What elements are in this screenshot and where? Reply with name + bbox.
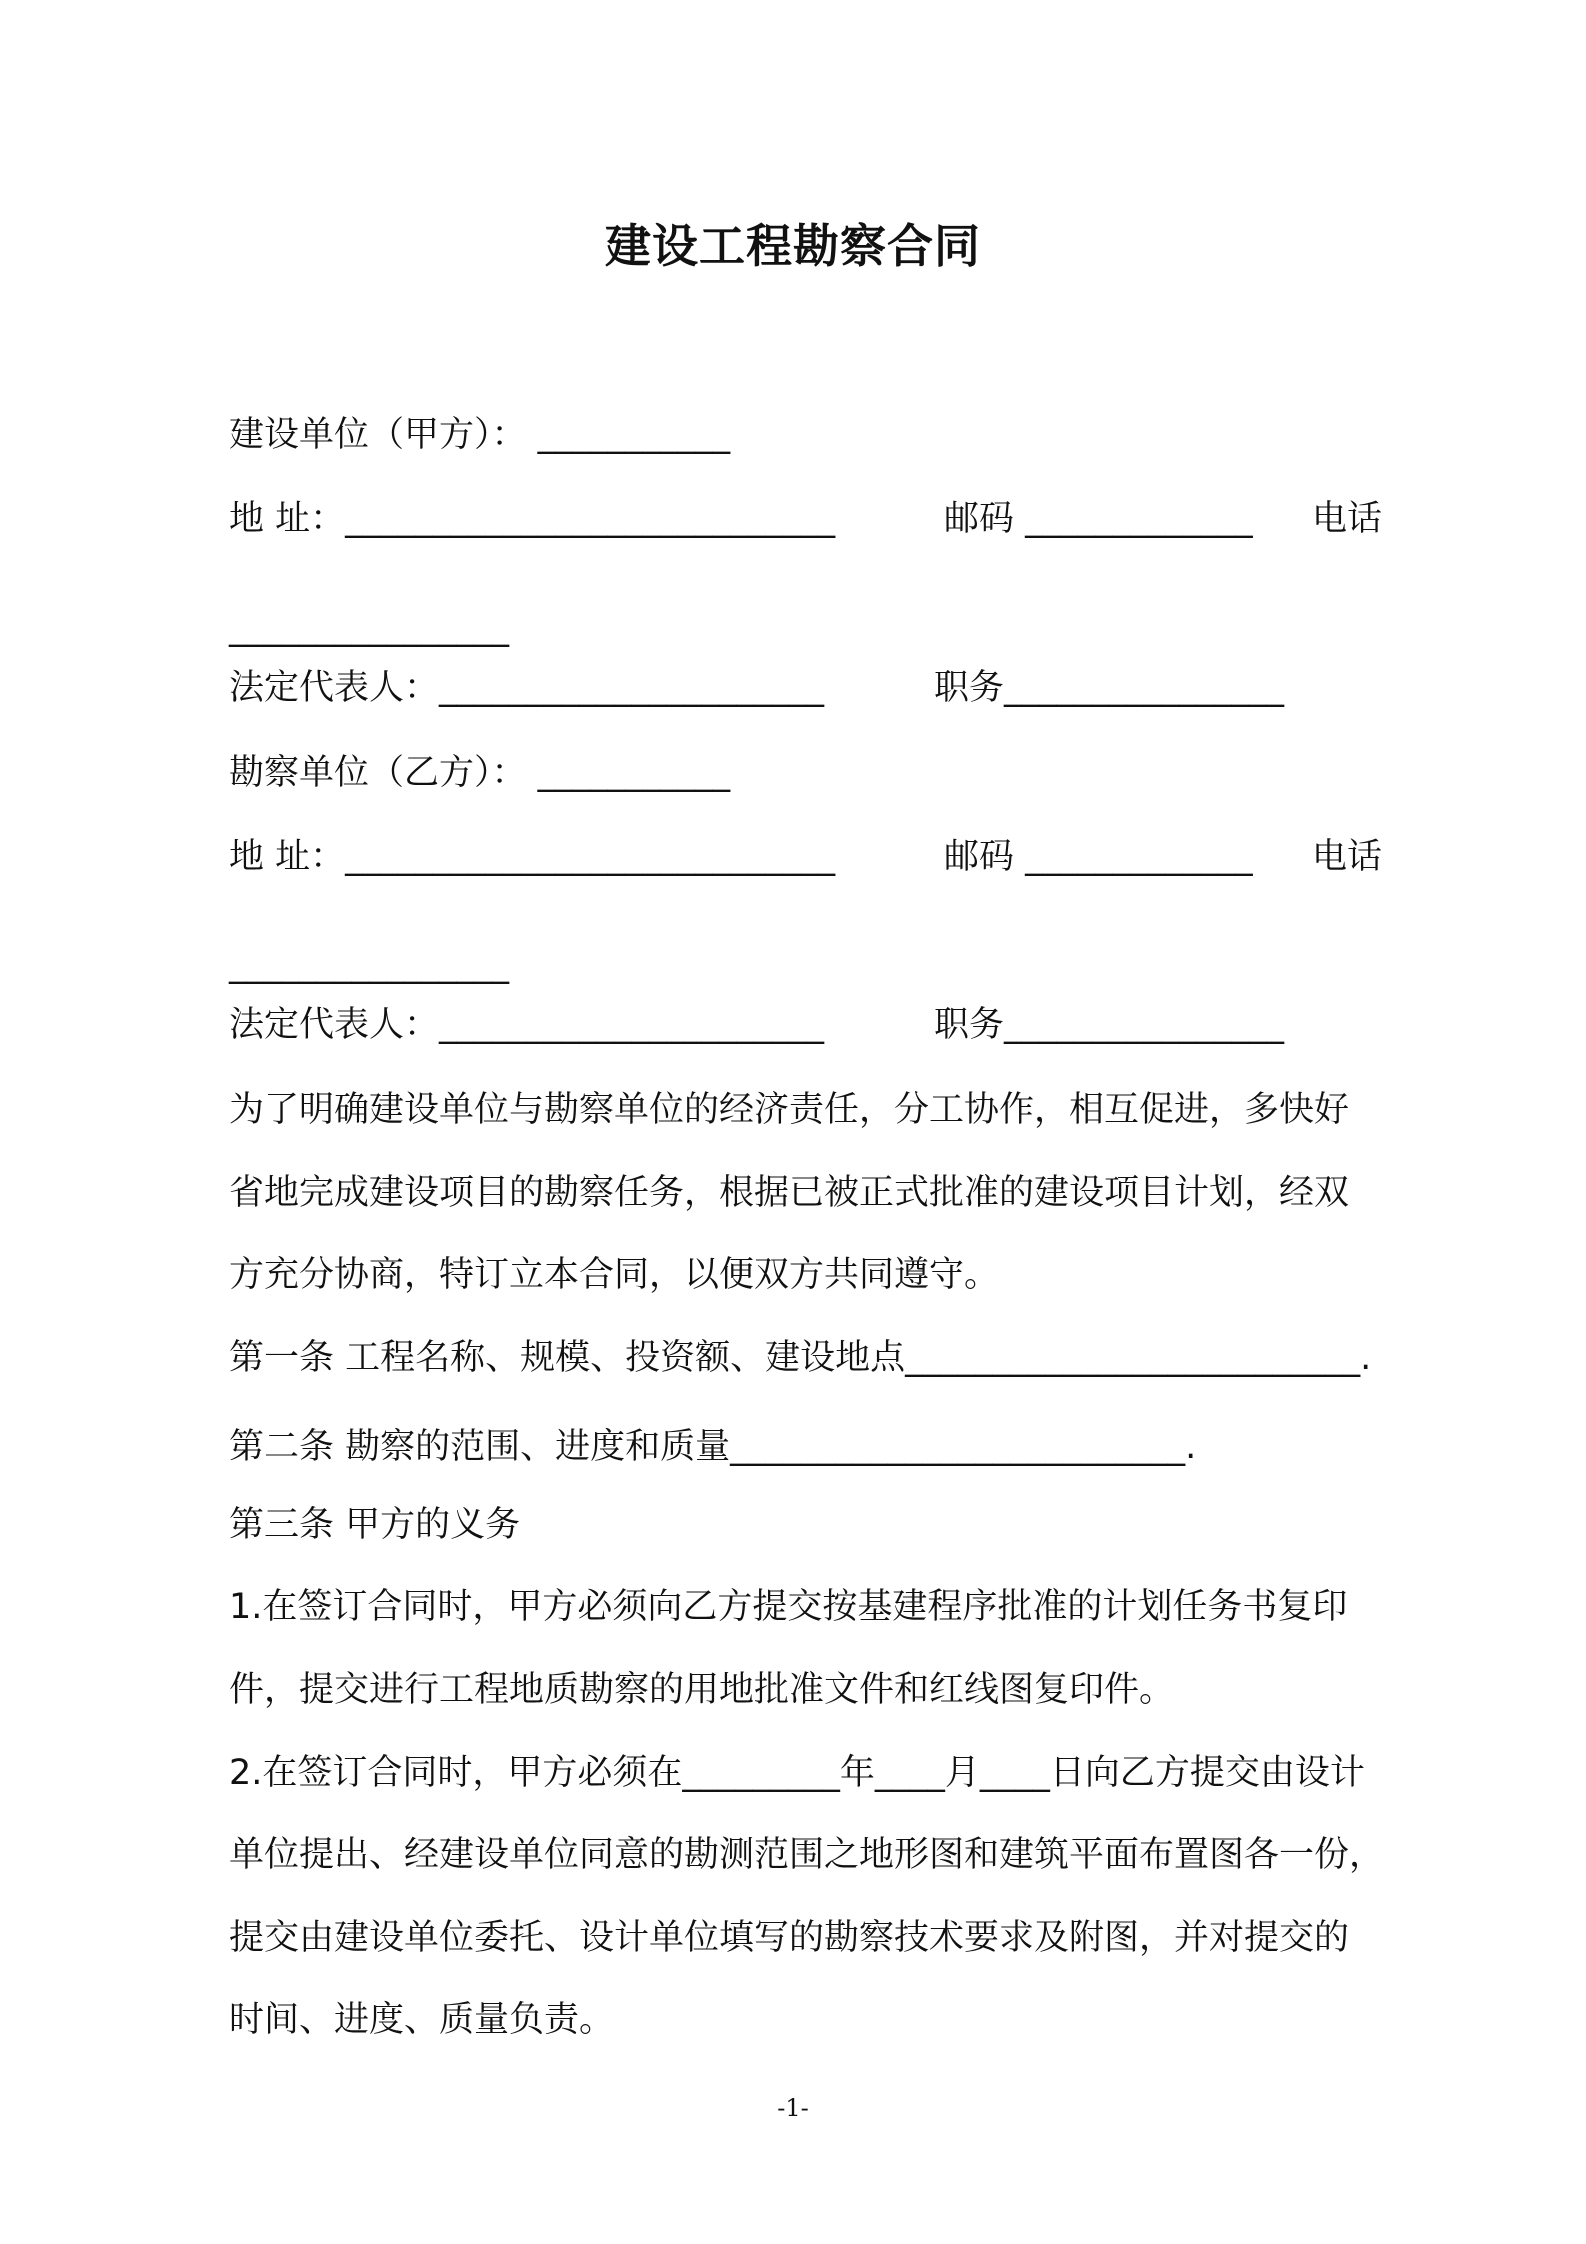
party-a-unit: 建设单位（甲方）： ___________	[229, 415, 731, 455]
preamble-line: 为了明确建设单位与勘察单位的经济责任，分工协作，相互促进，多快好	[229, 1090, 1350, 1130]
party-b-position: 职务________________	[934, 1005, 1285, 1045]
preamble-line: 省地完成建设项目的勘察任务，根据已被正式批准的建设项目计划，经双	[229, 1173, 1350, 1213]
party-b-phone-label: 电话	[1312, 837, 1383, 877]
party-b-representative: 法定代表人：______________________	[229, 1005, 825, 1045]
party-b-postcode: 邮码 _____________	[944, 837, 1253, 877]
party-a-position: 职务________________	[934, 668, 1285, 708]
clause-1-line: 件，提交进行工程地质勘察的用地批准文件和红线图复印件。	[229, 1670, 1175, 1710]
article-2: 第二条 勘察的范围、进度和质量__________________________.	[229, 1427, 1197, 1467]
clause-2-line: 2.在签订合同时，甲方必须在_________年____月____日向乙方提交由设计	[229, 1753, 1365, 1793]
clause-2-line: 提交由建设单位委托、设计单位填写的勘察技术要求及附图，并对提交的	[229, 1918, 1350, 1958]
party-a-phone-label: 电话	[1312, 499, 1383, 539]
party-a-postcode: 邮码 _____________	[944, 499, 1253, 539]
clause-2-line: 单位提出、经建设单位同意的勘测范围之地形图和建筑平面布置图各一份，	[229, 1835, 1385, 1875]
party-a-phone-blank: ________________	[229, 608, 509, 648]
document-title: 建设工程勘察合同	[605, 219, 981, 273]
party-b-address: 地 址：____________________________	[229, 837, 836, 877]
party-b-phone-blank: ________________	[229, 945, 509, 985]
party-a-address: 地 址：____________________________	[229, 499, 836, 539]
party-a-representative: 法定代表人：______________________	[229, 668, 825, 708]
clause-1-line: 1.在签订合同时，甲方必须向乙方提交按基建程序批准的计划任务书复印	[229, 1587, 1348, 1627]
page-number: -1-	[777, 2094, 809, 2122]
article-1: 第一条 工程名称、规模、投资额、建设地点__________________________.	[229, 1338, 1372, 1378]
preamble-line: 方充分协商，特订立本合同，以便双方共同遵守。	[229, 1255, 1000, 1295]
party-b-unit: 勘察单位（乙方）： ___________	[229, 753, 731, 793]
article-3: 第三条 甲方的义务	[229, 1505, 521, 1545]
clause-2-line: 时间、进度、质量负责。	[229, 2000, 615, 2040]
